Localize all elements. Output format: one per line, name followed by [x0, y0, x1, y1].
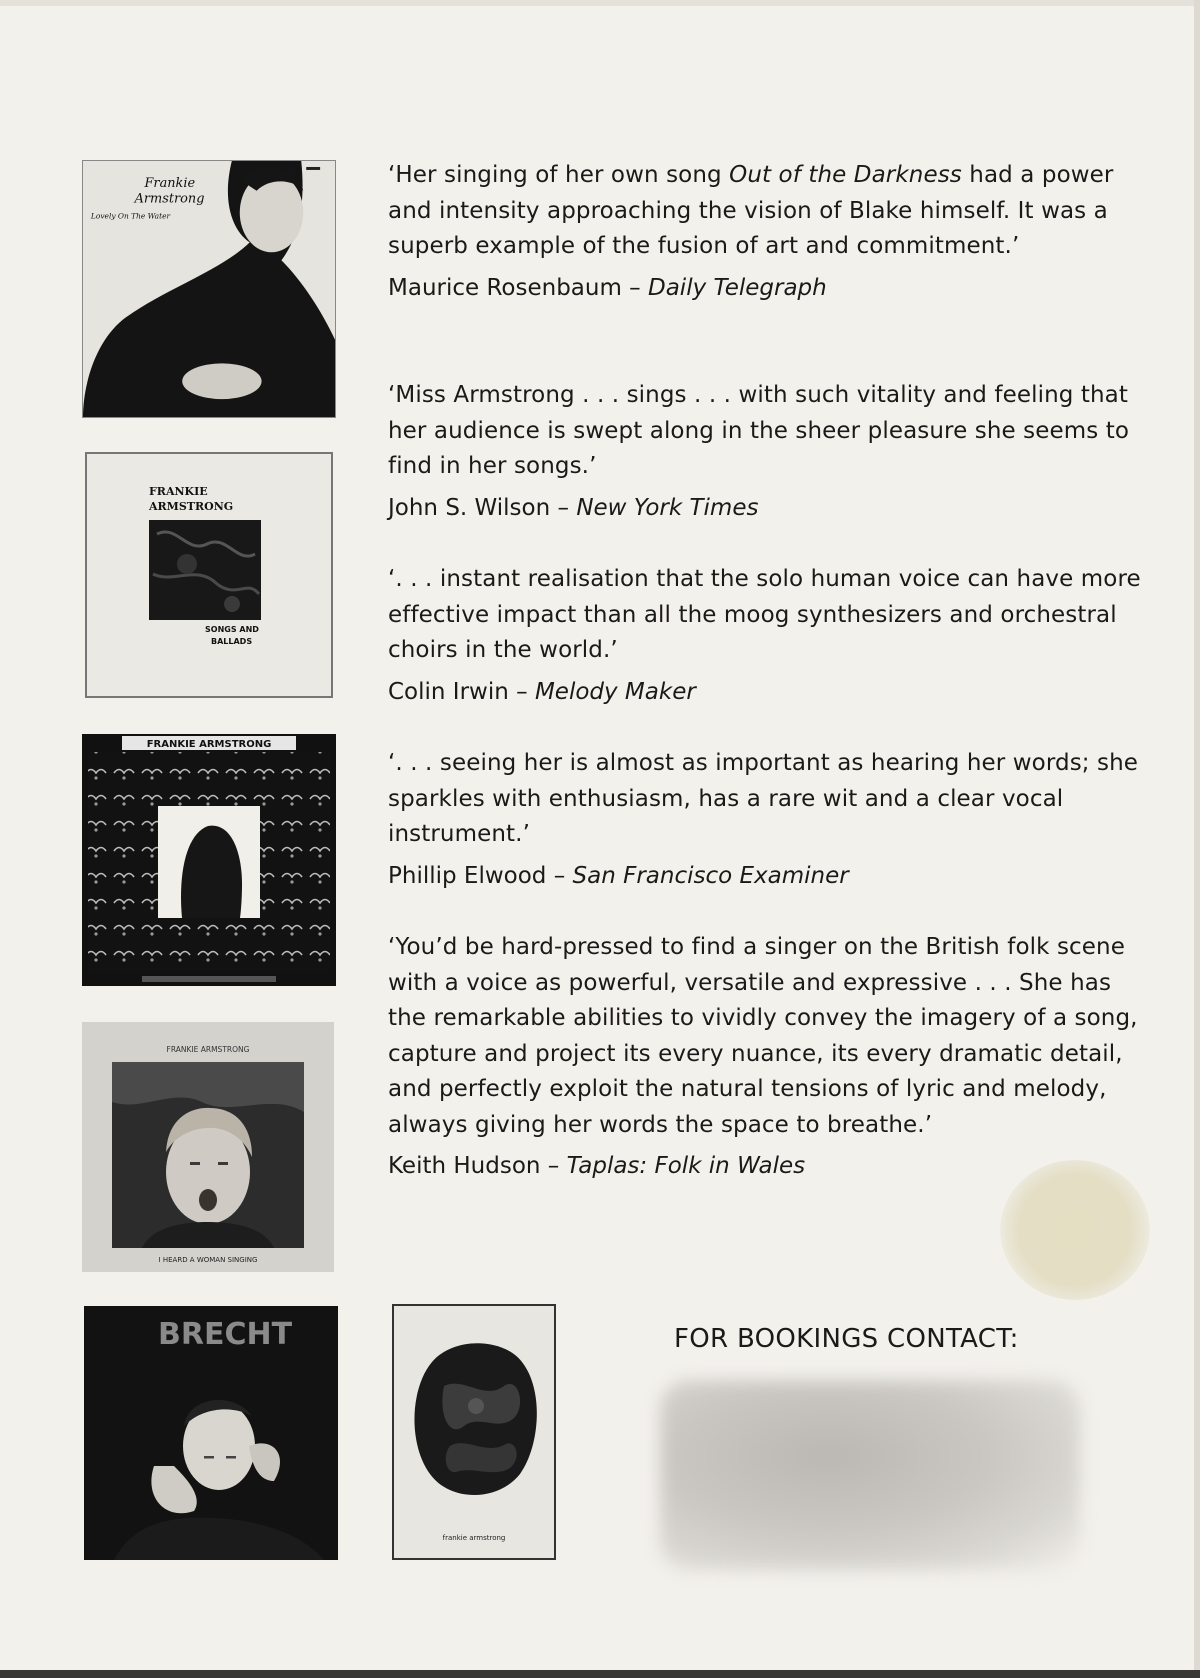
- redacted-contact-details: [660, 1380, 1080, 1570]
- coffee-stain: [1000, 1160, 1150, 1300]
- cover-4-artwork: [82, 1022, 334, 1272]
- quote-attribution: [388, 859, 1148, 893]
- cover-6-caption: frankie armstrong: [442, 1534, 506, 1542]
- quote-text: ‘. . . instant realisation that the solo human voice can have more effective impact than all the moog synthesizers and orchestral choirs in the world.’: [388, 566, 1141, 663]
- cover-2-name-line1: FRANKIE: [149, 485, 208, 498]
- album-cover-patterned: [82, 734, 336, 986]
- quote-author: Maurice Rosenbaum –: [388, 274, 648, 301]
- song-title: Out of the Darkness: [729, 162, 962, 188]
- quote-source: Daily Telegraph: [648, 274, 827, 301]
- cover-6-artwork: [394, 1306, 554, 1558]
- quote-source: Melody Maker: [534, 678, 696, 705]
- cover-1-artwork: [83, 161, 335, 417]
- quote-author: Phillip Elwood –: [388, 862, 573, 889]
- page-edge-bottom: [0, 1670, 1200, 1678]
- cover-5-artwork: [84, 1306, 338, 1560]
- album-cover-lovely-on-the-water: [82, 160, 336, 418]
- page-edge-top: [0, 0, 1200, 6]
- quote-text: [388, 158, 1148, 265]
- quote-attribution: [388, 271, 1148, 305]
- cover-5-title: BRECHT: [158, 1317, 293, 1352]
- cover-2-title-line1: SONGS AND: [205, 625, 259, 634]
- album-cover-round-art: [392, 1304, 556, 1560]
- cover-1-album-title: Lovely On The Water: [90, 211, 171, 221]
- page-edge-right: [1194, 0, 1200, 1678]
- quote-text: ‘Miss Armstrong . . . sings . . . with such vitality and feeling that her audience is swept along in the sheer pleasure she seems to find in her songs.’: [388, 382, 1130, 479]
- quote-text-part: ‘Her singing of her own song: [388, 162, 730, 188]
- quote-source: New York Times: [576, 494, 759, 521]
- quote-attribution: [388, 675, 1148, 709]
- bookings-heading: FOR BOOKINGS CONTACT:: [674, 1324, 1019, 1354]
- album-cover-brecht: [84, 1306, 338, 1560]
- cover-1-name-line2: Armstrong: [134, 191, 205, 207]
- quote-attribution: [388, 491, 1148, 525]
- quote-author: Colin Irwin –: [388, 678, 535, 705]
- cover-4-title: I HEARD A WOMAN SINGING: [158, 1256, 258, 1264]
- review-quote-5: [388, 930, 1148, 1183]
- cover-1-name-line1: Frankie: [144, 175, 196, 191]
- quote-author: John S. Wilson –: [388, 494, 577, 521]
- cover-2-name-line2: ARMSTRONG: [149, 500, 234, 513]
- quote-text-part: had a power and intensity approaching the vision of Blake himself. It was a superb example of the fusion of art and commitment.’: [388, 162, 1114, 259]
- review-quote-2: [388, 378, 1148, 525]
- review-quote-4: [388, 746, 1148, 893]
- quote-text: ‘You’d be hard-pressed to find a singer on the British folk scene with a voice as powerful, versatile and expressive . . . She has the remarkable abilities to vividly convey the imagery of a song, capture and project its every nuance, its every dramatic detail, and perfectly exploit the natural tensions of lyric and melody, always giving her words the space to breathe.’: [388, 934, 1138, 1138]
- quote-text: ‘. . . seeing her is almost as important as hearing her words; she sparkles with enthusiasm, has a rare wit and a clear vocal instrument.’: [388, 750, 1139, 847]
- review-quote-1: [388, 158, 1148, 305]
- review-quote-3: [388, 562, 1148, 709]
- cover-2-artwork: [87, 454, 331, 696]
- album-cover-i-heard-a-woman-singing: [82, 1022, 334, 1272]
- album-cover-songs-and-ballads: [85, 452, 333, 698]
- cover-3-artwork: [82, 734, 336, 986]
- quote-source: San Francisco Examiner: [572, 862, 849, 889]
- quote-author: Keith Hudson –: [388, 1153, 567, 1179]
- cover-4-artist: FRANKIE ARMSTRONG: [166, 1045, 250, 1054]
- quote-source: Taplas: Folk in Wales: [566, 1153, 806, 1179]
- cover-2-title-line2: BALLADS: [211, 637, 253, 646]
- cover-3-title: FRANKIE ARMSTRONG: [146, 739, 272, 750]
